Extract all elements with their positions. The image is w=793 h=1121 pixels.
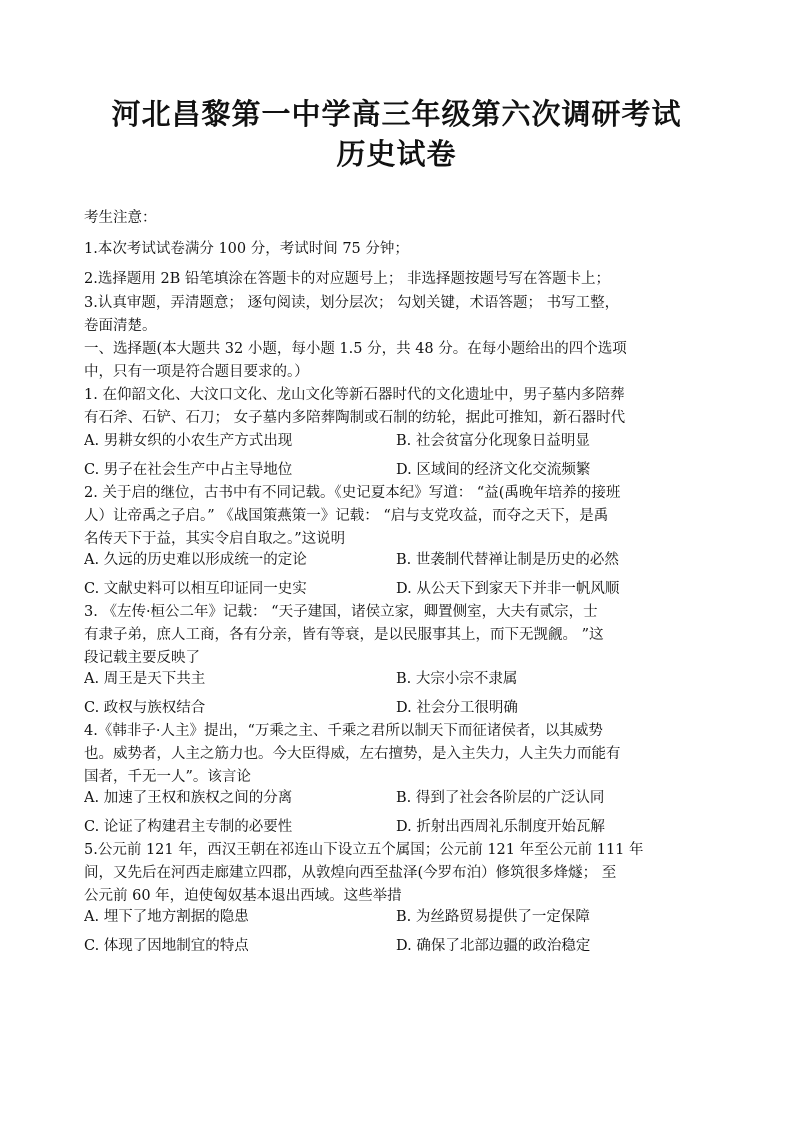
section-heading: 中，只有一项是符合题目要求的。）	[84, 364, 309, 380]
question-1-text: 1. 在仰韶文化、大汶口文化、龙山文化等新石器时代的文化遗址中，男子墓内多陪葬	[84, 387, 625, 403]
question-4-option-b: B. 得到了社会各阶层的广泛认同	[396, 790, 605, 806]
notice-heading: 考生注意：	[84, 210, 157, 226]
notice-item: 2.选择题用 2B 铅笔填涂在答题卡的对应题号上； 非选择题按题号写在答题卡上；	[84, 271, 611, 287]
question-5-text: 公元前 60 年，迫使匈奴基本退出西域。这些举措	[84, 888, 402, 904]
question-3-text: 段记载主要反映了	[84, 650, 200, 666]
question-3-text: 3. 《左传·桓公二年》记载： “天子建国，诸侯立家，卿置侧室，大夫有贰宗，士	[84, 604, 598, 620]
question-2-option-b: B. 世袭制代替禅让制是历史的必然	[396, 552, 619, 568]
question-4-text: 4.《韩非子·人主》提出，“万乘之主、千乘之君所以制天下而征诸侯者，以其威势	[84, 723, 603, 739]
question-4-option-a: A. 加速了王权和族权之间的分离	[84, 790, 293, 806]
question-2-text: 名传天下于益，其实令启自取之。”这说明	[84, 531, 346, 547]
notice-item: 卷面清楚。	[84, 318, 157, 334]
question-1-option-a: A. 男耕女织的小农生产方式出现	[84, 433, 293, 449]
notice-item: 1.本次考试试卷满分 100 分，考试时间 75 分钟；	[84, 241, 409, 257]
question-2-text: 2. 关于启的继位，古书中有不同记载。《史记夏本纪》写道： “益(禹晚年培养的接班	[84, 485, 621, 501]
question-5-text: 5.公元前 121 年，西汉王朝在祁连山下设立五个属国；公元前 121 年至公元前 111 年	[84, 842, 644, 858]
question-3-option-d: D. 社会分工很明确	[396, 700, 518, 716]
question-5-option-b: B. 为丝路贸易提供了一定保障	[396, 909, 590, 925]
question-4-option-c: C. 论证了构建君主专制的必要性	[84, 819, 293, 835]
question-2-option-d: D. 从公天下到家天下并非一帆风顺	[396, 581, 620, 597]
question-2-text: 人）让帝禹之子启。” 《战国策燕策一》记载： “启与支党攻益，而夺之天下，是禹	[84, 508, 609, 524]
question-1-option-b: B. 社会贫富分化现象日益明显	[396, 433, 590, 449]
question-4-text: 国者，千无一人”。该言论	[84, 769, 251, 785]
question-5-text: 间，又先后在河西走廊建立四郡，从敦煌向西至盐泽(今罗布泊）修筑很多烽燧； 至	[84, 865, 617, 881]
question-5-option-a: A. 埋下了地方割据的隐患	[84, 909, 249, 925]
question-3-option-a: A. 周王是天下共主	[84, 671, 206, 687]
question-5-option-d: D. 确保了北部边疆的政治稳定	[396, 938, 591, 954]
question-4-option-d: D. 折射出西周礼乐制度开始瓦解	[396, 819, 605, 835]
exam-subject-title: 历史试卷	[336, 137, 457, 171]
question-4-text: 也。威势者，人主之筋力也。今大臣得威，左右擅势，是入主失力，人主失力而能有	[84, 746, 621, 762]
question-5-option-c: C. 体现了因地制宜的特点	[84, 938, 249, 954]
question-1-option-c: C. 男子在社会生产中占主导地位	[84, 462, 293, 478]
question-3-option-c: C. 政权与族权结合	[84, 700, 206, 716]
question-3-text: 有隶子弟，庶人工商，各有分亲，皆有等衰，是以民服事其上，而下无觊觎。 ”这	[84, 627, 604, 643]
question-1-option-d: D. 区域间的经济文化交流频繁	[396, 462, 591, 478]
question-1-text: 有石斧、石铲、石刀； 女子墓内多陪葬陶制或石制的纺轮，据此可推知，新石器时代	[84, 410, 626, 426]
question-2-option-c: C. 文献史料可以相互印证同一史实	[84, 581, 307, 597]
notice-item: 3.认真审题，弄清题意； 逐句阅读，划分层次； 勾划关键，术语答题； 书写工整，	[84, 295, 620, 311]
exam-title: 河北昌黎第一中学高三年级第六次调研考试	[111, 97, 682, 131]
question-3-option-b: B. 大宗小宗不隶属	[396, 671, 518, 687]
section-heading: 一、选择题(本大题共 32 小题，每小题 1.5 分，共 48 分。在每小题给出的四个选项	[84, 341, 627, 357]
question-2-option-a: A. 久远的历史难以形成统一的定论	[84, 552, 307, 568]
